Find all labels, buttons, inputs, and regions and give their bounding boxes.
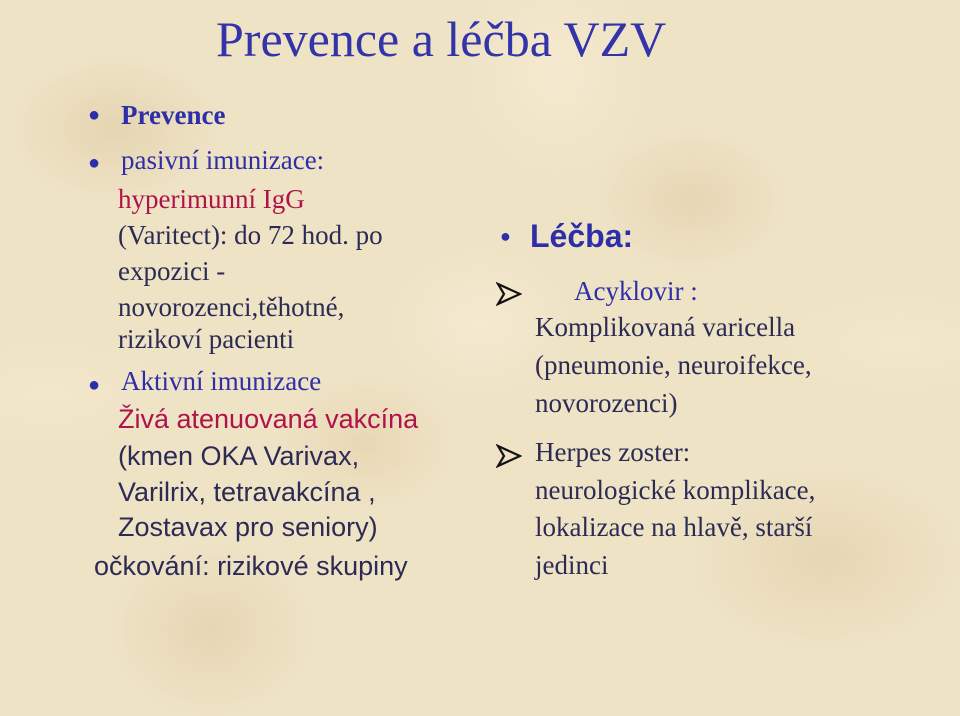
active-line-1: Živá atenuovaná vakcína (118, 404, 419, 434)
item1-line-4: novorozenci) (535, 388, 678, 418)
active-line-5: očkování: rizikové skupiny (94, 551, 408, 581)
item2-line-2: neurologické komplikace, (535, 475, 816, 505)
arrowhead-bullet-icon (496, 444, 522, 468)
arrowhead-bullet-icon (496, 282, 522, 306)
round-bullet-icon: ● (500, 226, 511, 246)
round-bullet-icon: ● (88, 104, 101, 126)
passive-line-4: novorozenci,těhotné, (118, 292, 345, 322)
item2-line-4: jedinci (535, 550, 609, 580)
passive-line-2: (Varitect): do 72 hod. po (118, 220, 383, 250)
active-immunization-label: Aktivní imunizace (121, 366, 322, 396)
item2-line-3: lokalizace na hlavě, starší (535, 512, 813, 542)
prevence-heading: Prevence (121, 100, 226, 130)
item1-line-3: (pneumonie, neuroifekce, (535, 350, 812, 380)
passive-immunization-label: pasivní imunizace: (121, 145, 325, 175)
slide-title: Prevence a léčba VZV (216, 11, 667, 67)
acyklovir-line: Acyklovir : (574, 276, 698, 306)
passive-line-1: hyperimunní IgG (118, 184, 305, 214)
lecba-heading: Léčba: (530, 218, 634, 254)
item1-line-2: Komplikovaná varicella (535, 312, 796, 342)
active-line-2: (kmen OKA Varivax, (118, 441, 360, 471)
round-bullet-icon: ● (88, 152, 101, 174)
item2-line-1: Herpes zoster: (535, 437, 691, 467)
active-line-4: Zostavax pro seniory) (118, 512, 378, 542)
active-line-3: Varilrix, tetravakcína , (118, 477, 376, 507)
passive-line-5: rizikoví pacienti (118, 324, 295, 354)
round-bullet-icon: ● (88, 374, 101, 396)
passive-line-3: expozici - (118, 256, 226, 286)
